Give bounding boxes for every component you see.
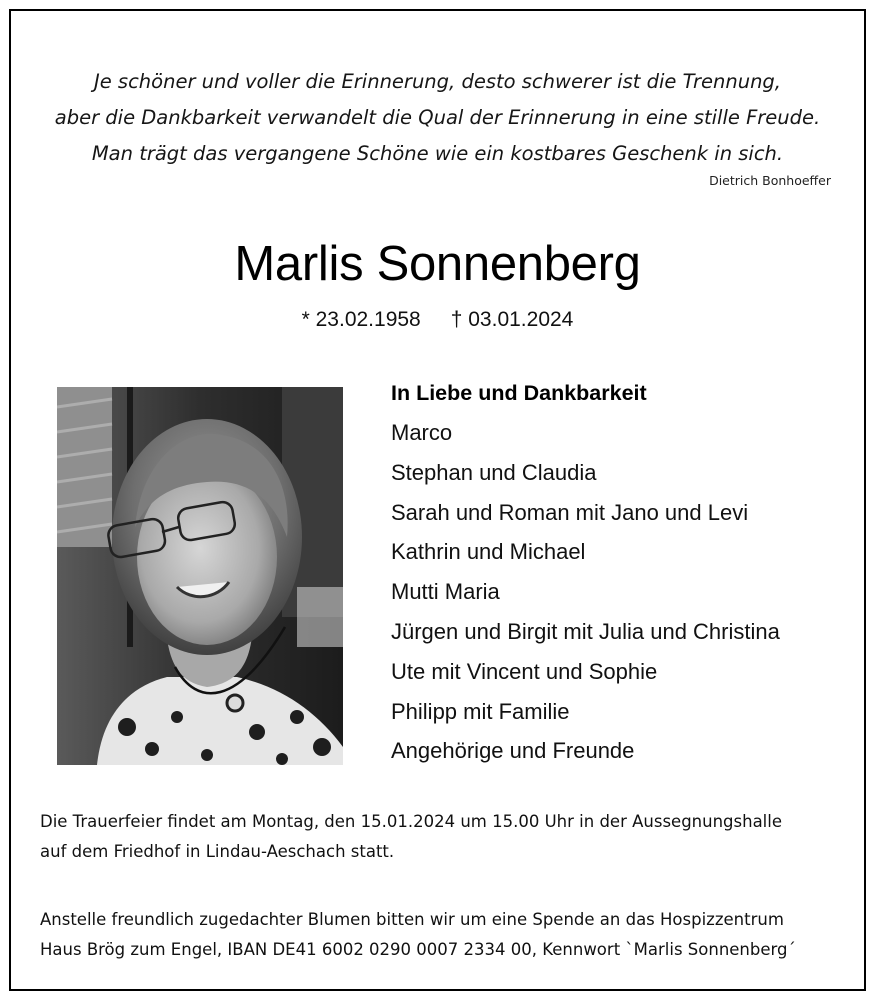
mourner-name: Angehörige und Freunde [391,738,635,764]
life-dates [11,308,864,332]
quote-author: Dietrich Bonhoeffer [709,173,831,188]
mourner-name: Sarah und Roman mit Jano und Levi [391,499,749,525]
quote-line: aber die Dankbarkeit verwandelt die Qual der Erinnerung in eine stille Freude. [54,106,821,129]
funeral-line: auf dem Friedhof in Lindau-Aeschach statt. [40,842,395,861]
mourner-name: Stephan und Claudia [391,459,597,485]
mourner-name: Mutti Maria [391,579,500,605]
donation-line: Anstelle freundlich zugedachter Blumen bitten wir um eine Spende an das Hospizzentrum [40,910,784,929]
mourner-name: Ute mit Vincent und Sophie [391,658,658,684]
funeral-info [40,807,782,867]
portrait-photo [57,387,343,765]
deceased-name: Marlis Sonnenberg [234,237,641,291]
mourner-name: Philipp mit Familie [391,698,570,724]
mourners-heading: In Liebe und Dankbarkeit [391,381,647,405]
quote-line: Je schöner und voller die Erinnerung, desto schwerer ist die Trennung, [93,70,782,93]
funeral-line: Die Trauerfeier findet am Montag, den 15.01.2024 um 15.00 Uhr in der Aussegnungshalle [40,812,783,831]
birth-date: * 23.02.1958 [301,308,421,331]
quote-line: Man trägt das vergangene Schöne wie ein kostbares Geschenk in sich. [91,142,784,165]
death-date: † 03.01.2024 [450,308,574,331]
portrait-illustration [57,387,343,765]
obituary-frame [9,9,866,991]
mourners-list [391,376,780,773]
mourner-name: Jürgen und Birgit mit Julia und Christina [391,618,780,644]
quote-block [11,64,864,172]
donation-line: Haus Brög zum Engel, IBAN DE41 6002 0290 0007 2334 00, Kennwort `Marlis Sonnenberg´ [40,940,796,959]
mourner-name: Kathrin und Michael [391,539,586,565]
mourner-name: Marco [391,420,453,445]
donation-info [40,905,796,965]
